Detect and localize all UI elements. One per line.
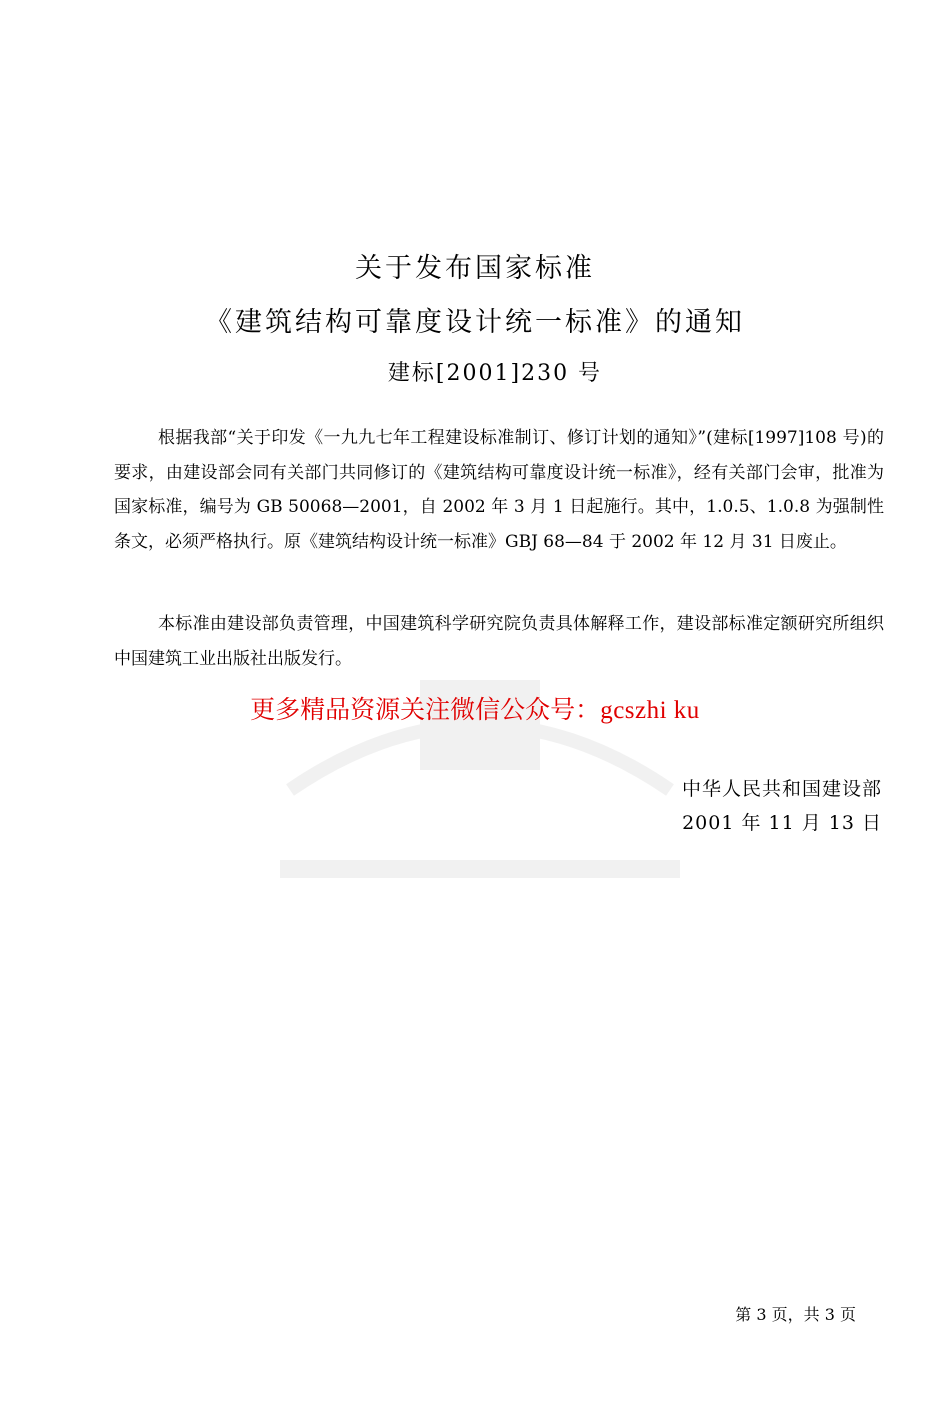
promo-text: 更多精品资源关注微信公众号： xyxy=(250,695,601,724)
notice-title-line2: 《建筑结构可靠度设计统一标准》的通知 xyxy=(205,307,745,338)
document-number: 建标[2001]230 号 xyxy=(387,361,603,386)
notice-title-line1: 关于发布国家标准 xyxy=(355,253,595,284)
notice-paragraph-1: 根据我部“关于印发《一九九七年工程建设标准制订、修订计划的通知》”(建标[1997]108 号)的要求，由建设部会同有关部门共同修订的《建筑结构可靠度设计统一标准》，经有关部门会审，批准为国家标准，编号为 GB 50068—2001，自 2002 年 3 月 1 日起施行。其中，1.0.5、1.0.8 为强制性条文，必须严格执行。原《建筑结构设计统一标准》GBJ 68—84 于 2002 年 12 月 31 日废止。 xyxy=(114,428,884,552)
issue-date: 2001 年 11 月 13 日 xyxy=(682,812,882,834)
page-footer: 第 3 页，共 3 页 xyxy=(735,1305,856,1324)
issuer-name: 中华人民共和国建设部 xyxy=(681,778,882,800)
promo-wechat-handle: gcszhi ku xyxy=(600,697,700,724)
promo-banner xyxy=(0,690,950,726)
notice-paragraph-2: 本标准由建设部负责管理，中国建筑科学研究院负责具体解释工作，建设部标准定额研究所组织中国建筑工业出版社出版发行。 xyxy=(114,614,884,669)
watermark-graphic xyxy=(270,640,690,900)
